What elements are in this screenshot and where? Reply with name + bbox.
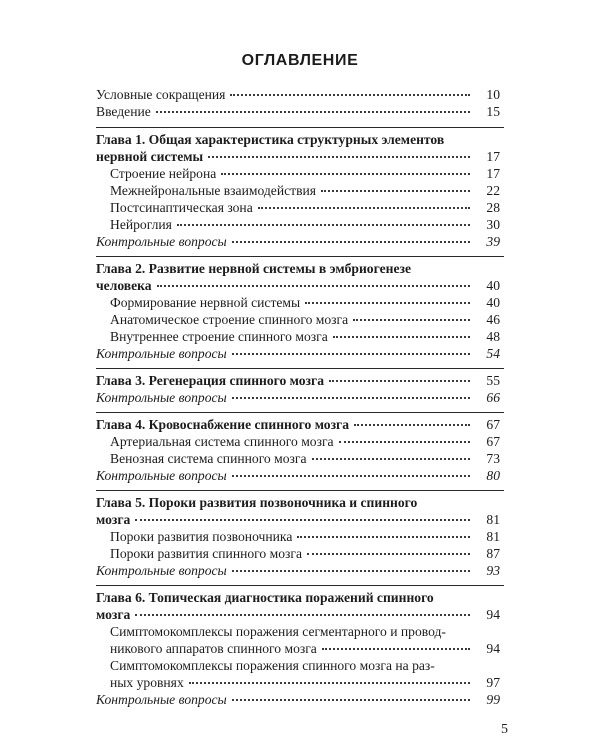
toc-entry-page: 66 — [486, 390, 500, 405]
section-divider — [96, 585, 504, 586]
toc-entry-page: 17 — [486, 166, 500, 181]
toc-entry-title: Введение — [96, 104, 151, 119]
toc-entry-chapter-5[interactable] — [96, 494, 500, 528]
section-divider — [96, 412, 504, 413]
toc-entry-title: Глава 4. Кровоснабжение спинного мозга — [96, 417, 350, 432]
toc-entry-page: 97 — [486, 675, 500, 690]
toc-entry-page: 67 — [486, 434, 500, 449]
toc-entry-page: 93 — [486, 563, 500, 578]
toc-entry-chapter-3[interactable] — [96, 372, 500, 389]
toc-entry-review-questions[interactable] — [96, 389, 500, 406]
toc-entry[interactable] — [110, 328, 500, 345]
section-divider — [96, 490, 504, 491]
toc-entry-title: Контрольные вопросы — [96, 563, 227, 578]
toc-entry-page: 22 — [486, 183, 500, 198]
toc-entry-title: Строение нейрона — [110, 166, 217, 181]
dot-leader — [232, 698, 470, 701]
toc-entry-page: 28 — [486, 200, 500, 215]
toc-entry[interactable] — [96, 103, 500, 120]
toc-entry-title: мозга — [96, 607, 131, 622]
toc-entry-title: ных уровнях — [110, 675, 184, 690]
toc-entry-title: Нейроглия — [110, 217, 172, 232]
toc-entry-page: 46 — [486, 312, 500, 327]
toc-entry-title: Артериальная система спинного мозга — [110, 434, 334, 449]
toc-entry-title-line1: Глава 2. Развитие нервной системы в эмбриогенезе — [96, 261, 411, 276]
toc-entry-page: 99 — [486, 692, 500, 707]
toc-entry-chapter-4[interactable] — [96, 416, 500, 433]
dot-leader — [230, 93, 470, 96]
section-divider — [96, 256, 504, 257]
dot-leader — [333, 335, 470, 338]
dot-leader — [339, 440, 470, 443]
toc-entry[interactable] — [110, 165, 500, 182]
section-divider — [96, 127, 504, 128]
dot-leader — [135, 518, 470, 521]
section-divider — [96, 368, 504, 369]
toc-entry-chapter-1[interactable] — [96, 131, 500, 165]
toc-entry-title: Внутреннее строение спинного мозга — [110, 329, 328, 344]
dot-leader — [321, 189, 470, 192]
dot-leader — [232, 352, 470, 355]
dot-leader — [258, 206, 470, 209]
toc-entry-title: мозга — [96, 512, 131, 527]
toc-entry-title: Контрольные вопросы — [96, 390, 227, 405]
toc-entry-page: 81 — [486, 529, 500, 544]
dot-leader — [329, 379, 470, 382]
toc-entry-title: Венозная система спинного мозга — [110, 451, 307, 466]
toc-entry-title: Пороки развития спинного мозга — [110, 546, 302, 561]
toc-entry-title: никового аппаратов спинного мозга — [110, 641, 317, 656]
dot-leader — [297, 535, 470, 538]
toc-entry-title: Пороки развития позвоночника — [110, 529, 293, 544]
toc-entry-page: 17 — [486, 149, 500, 164]
toc-entry-title-line1: Симптомокомплексы поражения сегментарного и провод- — [110, 624, 446, 639]
toc-entry-title-line1: Глава 5. Пороки развития позвоночника и спинного — [96, 495, 418, 510]
dot-leader — [157, 284, 470, 287]
toc-entry-page: 48 — [486, 329, 500, 344]
toc-entry-page: 94 — [486, 607, 500, 622]
toc-entry-title: Анатомическое строение спинного мозга — [110, 312, 349, 327]
toc-entry-title: Контрольные вопросы — [96, 692, 227, 707]
dot-leader — [177, 223, 470, 226]
dot-leader — [322, 647, 470, 650]
toc-entry-page: 73 — [486, 451, 500, 466]
toc-entry-title: нервной системы — [96, 149, 204, 164]
toc-entry-title: человека — [96, 278, 152, 293]
toc-entry-page: 30 — [486, 217, 500, 232]
toc-entry-title-line1: Глава 1. Общая характеристика структурных элементов — [96, 132, 445, 147]
toc-entry-title: Условные сокращения — [96, 87, 226, 102]
toc-entry-title: Глава 3. Регенерация спинного мозга — [96, 373, 324, 388]
toc-entry-title: Формирование нервной системы — [110, 295, 301, 310]
toc-entry-page: 80 — [486, 468, 500, 483]
toc-entry[interactable] — [110, 528, 500, 545]
toc-entry[interactable] — [110, 545, 500, 562]
toc-entry-page: 10 — [486, 87, 500, 102]
dot-leader — [135, 613, 470, 616]
toc-entry-page: 39 — [486, 234, 500, 249]
dot-leader — [305, 301, 470, 304]
toc-entry-title: Контрольные вопросы — [96, 468, 227, 483]
toc-entry-page: 15 — [486, 104, 500, 119]
dot-leader — [189, 681, 470, 684]
toc-entry-title: Постсинаптическая зона — [110, 200, 253, 215]
toc-entry[interactable] — [110, 450, 500, 467]
toc-entry-review-questions[interactable] — [96, 562, 500, 579]
toc-entry[interactable] — [110, 199, 500, 216]
toc-entry[interactable] — [110, 657, 500, 691]
toc-entry[interactable] — [110, 433, 500, 450]
page-number: 5 — [501, 722, 508, 737]
toc-entry-page: 54 — [486, 346, 500, 361]
toc-entry-chapter-6[interactable] — [96, 589, 500, 623]
toc-entry-chapter-2[interactable] — [96, 260, 500, 294]
toc-entry-title-line1: Глава 6. Топическая диагностика поражений спинного — [96, 590, 434, 605]
toc-entry-page: 40 — [486, 295, 500, 310]
dot-leader — [232, 396, 470, 399]
toc-entry-page: 87 — [486, 546, 500, 561]
toc-entry[interactable] — [110, 623, 500, 657]
dot-leader — [232, 474, 470, 477]
toc-entry-title: Контрольные вопросы — [96, 234, 227, 249]
toc-entry-page: 81 — [486, 512, 500, 527]
dot-leader — [353, 318, 470, 321]
toc-entry-title-line1: Симптомокомплексы поражения спинного мозга на раз- — [110, 658, 435, 673]
toc-entry-title: Межнейрональные взаимодействия — [110, 183, 317, 198]
dot-leader — [354, 423, 470, 426]
toc-entry[interactable] — [110, 311, 500, 328]
toc-entry-page: 40 — [486, 278, 500, 293]
toc-entry-page: 55 — [486, 373, 500, 388]
toc-entry-review-questions[interactable] — [96, 467, 500, 484]
toc-entry-review-questions[interactable] — [96, 233, 500, 250]
dot-leader — [307, 552, 470, 555]
toc-entry-title: Контрольные вопросы — [96, 346, 227, 361]
toc-entry-page: 67 — [486, 417, 500, 432]
dot-leader — [232, 569, 470, 572]
toc-entry[interactable] — [110, 182, 500, 199]
dot-leader — [232, 240, 470, 243]
dot-leader — [312, 457, 471, 460]
dot-leader — [221, 172, 470, 175]
toc-entry[interactable] — [110, 216, 500, 233]
toc-entry-review-questions[interactable] — [96, 345, 500, 362]
page-title: ОГЛАВЛЕНИЕ — [241, 52, 359, 69]
toc-entry-review-questions[interactable] — [96, 691, 500, 708]
dot-leader — [156, 110, 470, 113]
toc-entry[interactable] — [96, 86, 500, 103]
toc-entry-page: 94 — [486, 641, 500, 656]
toc-entry[interactable] — [110, 294, 500, 311]
dot-leader — [208, 155, 470, 158]
